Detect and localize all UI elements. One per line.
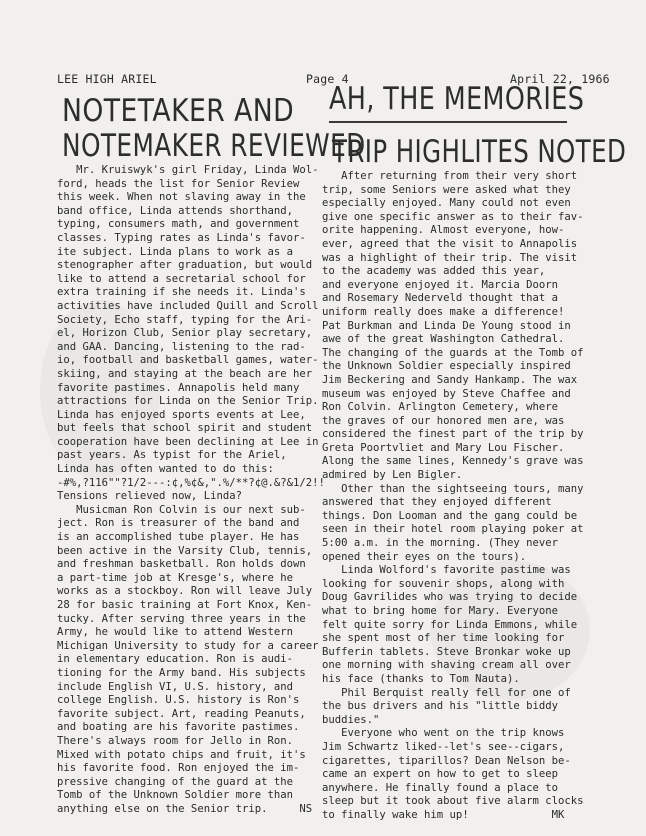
left-headline-line1: NOTETAKER AND xyxy=(62,93,295,129)
right-headline-line1: AH, THE MEMORIES xyxy=(329,81,585,117)
issue-date: April 22, 1966 xyxy=(510,72,610,86)
right-headline-underline xyxy=(329,121,567,123)
right-headline-line2: TRIP HIGHLITES NOTED xyxy=(332,134,627,170)
right-article-body: After returning from their very short trip, some Seniors were asked what they especially enjoyed. Many could not even give one specific answer as to their fav- orite happening. Almost everyone, how- ever, agreed that the visit to Annapolis was a highlight of their trip. The visit to the academy was added this year, and everyone enjoyed it. Marcia Doorn and Rosemary Nederveld thought that a uniform really does make a difference! Pat Burkman and Linda De Young stood in awe of the great Washington Cathedral. The changing of the guards at the Tomb of the Unknown Soldier especially inspired Jim Beckering and Sandy Hankamp. The wax museum was enjoyed by Steve Chaffee and Ron Colvin. Arlington Cemetery, where the graves of our honored men are, was considered the finest part of the trip by Greta Poortvliet and Mary Lou Fischer. Along the same lines, Kennedy's grave was admired by Len Bigler. Other than the sightseeing tours, many answered that they enjoyed different things. Don Looman and the gang could be seen in their hotel room playing poker at 5:00 a.m. in the morning. (They never opened their eyes on the tours). Linda Wolford's favorite pastime was looking for souvenir shops, along with Doug Gavrilides who was trying to decide what to bring home for Mary. Everyone felt quite sorry for Linda Emmons, while she spent most of her time looking for Bufferin tablets. Steve Bronkar woke up one morning with shaving cream all over his face (thanks to Tom Nauta). Phil Berquist really fell for one of the bus drivers and his "little biddy buddies." Everyone who went on the trip knows Jim Schwartz liked--let's see--cigars, cigarettes, tiparillos? Dean Nelson be- came an expert on how to get to sleep anywhere. He finally found a place to sleep but it took about five alarm clocks to finally wake him up! MK xyxy=(322,170,584,821)
left-headline-line2: NOTEMAKER REVIEWED xyxy=(62,128,366,164)
left-article-body: Mr. Kruiswyk's girl Friday, Linda Wol- ford, heads the list for Senior Review this week. When not slaving away in the band office, Linda attends shorthand, typing, consumers math, and government classes. Typing rates as Linda's favor- ite subject. Linda plans to work as a stenographer after graduation, but would like to attend a secretarial school for extra training if she needs it. Linda's activities have included Quill and Scroll Society, Echo staff, typing for the Ari- el, Horizon Club, Senior play secretary, and GAA. Dancing, listening to the rad- io, football and basketball games, water- skiing, and staying at the beach are her favorite pastimes. Annapolis held many attractions for Linda on the Senior Trip. Linda has enjoyed sports events at Lee, but feels that school spirit and student cooperation have been declining at Lee in past years. As typist for the Ariel, Linda has often wanted to do this: -#%,?116""?1/2---:¢,%¢&,".%/**?¢@.&?&1/2!! Tensions relieved now, Linda? Musicman Ron Colvin is our next sub- ject. Ron is treasurer of the band and is an accomplished tube player. He has been active in the Varsity Club, tennis, and freshman basketball. Ron holds down a part-time job at Kresge's, where he works as a stockboy. Ron will leave July 28 for basic training at Fort Knox, Ken- tucky. After serving three years in the Army, he would like to attend Western Michigan University to study for a career in elementary education. Ron is audi- tioning for the Army band. His subjects include English VI, U.S. history, and college English. U.S. history is Ron's favorite subject. Art, reading Peanuts, and boating are his favorite pastimes. There's always room for Jello in Ron. Mixed with potato chips and fruit, it's his favorite food. Ron enjoyed the im- pressive changing of the guard at the Tomb of the Unknown Soldier more than anything else on the Senior trip. NS xyxy=(57,164,325,815)
publication-name: LEE HIGH ARIEL xyxy=(57,72,157,86)
page-number: Page 4 xyxy=(306,72,349,86)
